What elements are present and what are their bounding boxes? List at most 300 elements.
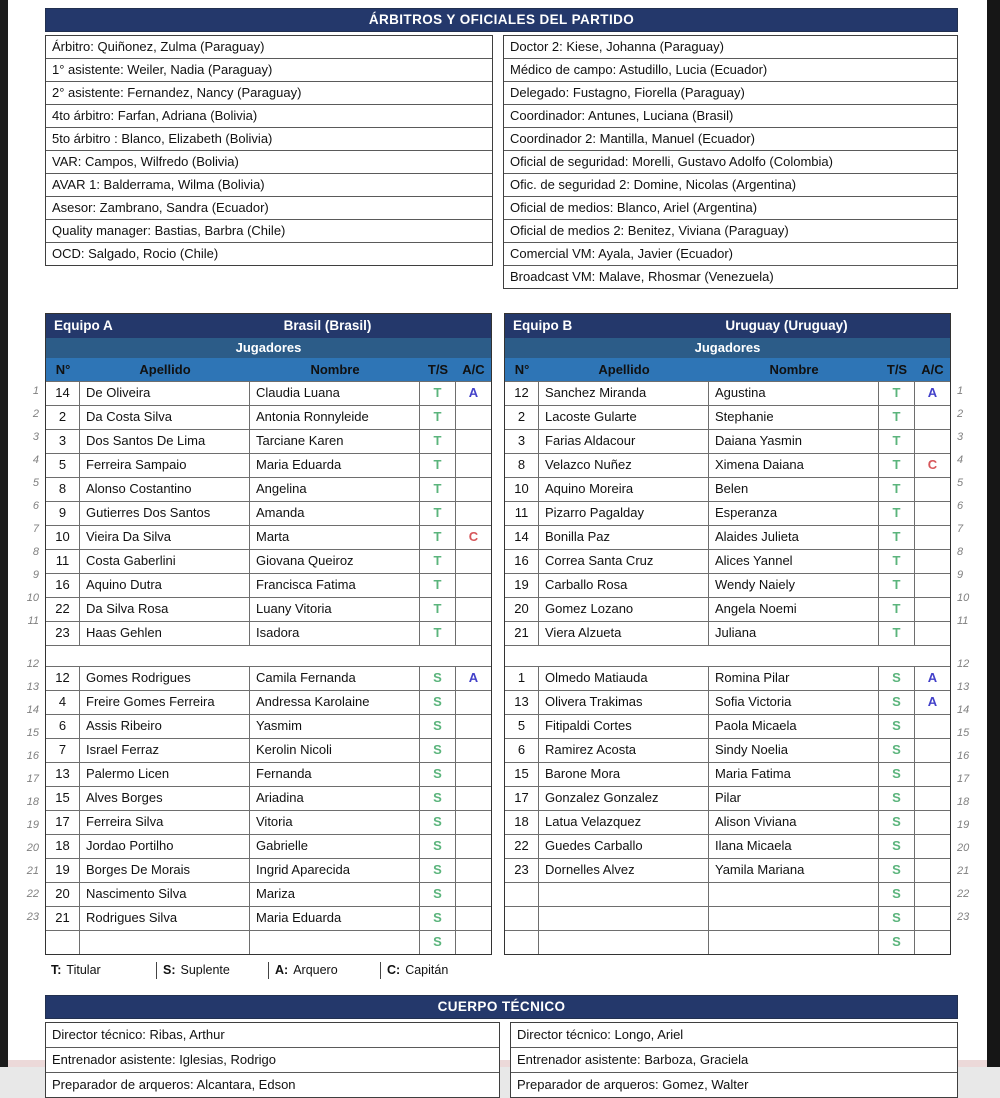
col-header-ac: A/C <box>462 362 485 377</box>
player-number: 5 <box>46 454 80 477</box>
player-role <box>456 811 491 834</box>
staff-section-title: CUERPO TÉCNICO <box>45 995 958 1019</box>
player-firstname: Claudia Luana <box>250 382 420 405</box>
row-index: 23 <box>957 911 970 923</box>
player-row <box>505 477 950 501</box>
official-row: 2° asistente: Fernandez, Nancy (Paraguay) <box>46 82 492 105</box>
player-number: 18 <box>505 811 539 834</box>
player-number: 1 <box>505 667 539 690</box>
player-row <box>505 573 950 597</box>
legend-label: Titular <box>66 963 101 977</box>
player-number: 6 <box>505 739 539 762</box>
player-role <box>456 739 491 762</box>
row-index: 12 <box>957 658 970 670</box>
player-firstname: Camila Fernanda <box>250 667 420 690</box>
official-row: Doctor 2: Kiese, Johanna (Paraguay) <box>504 36 957 59</box>
player-role <box>456 907 491 930</box>
player-row <box>505 597 950 621</box>
player-number: 14 <box>46 382 80 405</box>
player-number: 10 <box>505 478 539 501</box>
row-index: 17 <box>957 773 970 785</box>
col-header-firstname: Nombre <box>769 362 819 377</box>
player-lastname: Borges De Morais <box>80 859 250 882</box>
player-role <box>915 574 950 597</box>
player-number: 19 <box>46 859 80 882</box>
player-row <box>505 834 950 858</box>
player-lastname <box>539 931 709 954</box>
player-status: S <box>879 763 915 786</box>
player-status: T <box>879 598 915 621</box>
player-number: 2 <box>46 406 80 429</box>
player-row <box>505 501 950 525</box>
player-row <box>505 762 950 786</box>
row-index: 13 <box>26 681 39 693</box>
player-row <box>505 714 950 738</box>
player-lastname: Ferreira Silva <box>80 811 250 834</box>
player-firstname: Mariza <box>250 883 420 906</box>
player-number: 2 <box>505 406 539 429</box>
row-index: 1 <box>957 385 964 397</box>
player-role <box>915 787 950 810</box>
row-index: 19 <box>26 819 39 831</box>
player-row <box>505 930 950 954</box>
row-index: 20 <box>26 842 39 854</box>
spacer <box>951 633 977 653</box>
player-firstname: Pilar <box>709 787 879 810</box>
player-lastname <box>539 907 709 930</box>
player-firstname: Yamila Mariana <box>709 859 879 882</box>
player-status: T <box>420 550 456 573</box>
player-role <box>456 787 491 810</box>
player-lastname: Alves Borges <box>80 787 250 810</box>
players-group-header: Jugadores <box>505 338 950 358</box>
official-row: OCD: Salgado, Rocio (Chile) <box>52 246 219 261</box>
player-number: 12 <box>46 667 80 690</box>
player-status: S <box>420 667 456 690</box>
player-firstname: Ximena Daiana <box>709 454 879 477</box>
legend-key: C: <box>387 963 401 977</box>
player-number: 4 <box>46 691 80 714</box>
player-row <box>46 666 491 690</box>
row-index: 15 <box>957 727 970 739</box>
official-row: Quality manager: Bastias, Barbra (Chile) <box>46 220 492 243</box>
row-index: 11 <box>27 615 39 627</box>
player-role <box>456 835 491 858</box>
player-lastname: Rodrigues Silva <box>80 907 250 930</box>
player-role: A <box>468 385 479 400</box>
teams-section <box>19 313 977 981</box>
player-status: S <box>420 691 456 714</box>
row-index: 22 <box>26 888 39 900</box>
player-row <box>46 429 491 453</box>
player-role <box>915 931 950 954</box>
staff-row: Preparador de arqueros: Gomez, Walter <box>517 1077 749 1092</box>
row-index: 14 <box>957 704 970 716</box>
player-row <box>46 882 491 906</box>
player-lastname: Olmedo Matiauda <box>539 667 709 690</box>
player-lastname: Freire Gomes Ferreira <box>80 691 250 714</box>
player-firstname: Romina Pilar <box>709 667 879 690</box>
player-firstname: Kerolin Nicoli <box>250 739 420 762</box>
player-status: T <box>879 526 915 549</box>
player-firstname: Sofia Victoria <box>709 691 879 714</box>
player-number: 3 <box>46 430 80 453</box>
player-number: 11 <box>505 502 539 525</box>
legend-item <box>157 962 269 979</box>
column-header-row <box>46 358 491 381</box>
player-number: 15 <box>46 787 80 810</box>
player-number: 9 <box>46 502 80 525</box>
player-status: T <box>879 478 915 501</box>
player-firstname: Amanda <box>250 502 420 525</box>
player-role: C <box>927 457 938 472</box>
official-row: Coordinador: Antunes, Luciana (Brasil) <box>504 105 957 128</box>
player-role <box>915 763 950 786</box>
player-number: 8 <box>46 478 80 501</box>
player-role <box>456 859 491 882</box>
player-row <box>505 381 950 405</box>
player-status: T <box>420 526 456 549</box>
player-row <box>46 573 491 597</box>
player-lastname: Fitipaldi Cortes <box>539 715 709 738</box>
player-number: 20 <box>505 598 539 621</box>
player-firstname: Fernanda <box>250 763 420 786</box>
row-index: 19 <box>957 819 970 831</box>
player-role <box>915 739 950 762</box>
official-row: Oficial de medios: Blanco, Ariel (Argentina) <box>504 197 957 220</box>
staff-table-right <box>510 1022 958 1098</box>
player-number: 13 <box>46 763 80 786</box>
official-row: Médico de campo: Astudillo, Lucia (Ecuador) <box>504 59 957 82</box>
player-number: 23 <box>505 859 539 882</box>
player-lastname: Farias Aldacour <box>539 430 709 453</box>
officials-section <box>19 8 977 289</box>
legend-label: Capitán <box>405 963 449 977</box>
players-group-header: Jugadores <box>46 338 491 358</box>
row-index: 7 <box>957 523 964 535</box>
official-row: Asesor: Zambrano, Sandra (Ecuador) <box>46 197 492 220</box>
spacer-row <box>505 645 950 666</box>
player-role <box>456 430 491 453</box>
team-a-row-index-column <box>19 313 45 955</box>
player-row <box>46 714 491 738</box>
row-index: 11 <box>957 615 969 627</box>
player-role <box>456 406 491 429</box>
player-firstname: Yasmim <box>250 715 420 738</box>
player-number: 23 <box>46 622 80 645</box>
player-lastname <box>539 883 709 906</box>
player-role <box>915 406 950 429</box>
player-firstname: Gabrielle <box>250 835 420 858</box>
player-status: T <box>420 454 456 477</box>
player-role <box>456 931 491 954</box>
official-row: Comercial VM: Ayala, Javier (Ecuador) <box>504 243 957 266</box>
player-firstname: Sindy Noelia <box>709 739 879 762</box>
col-header-lastname: Apellido <box>139 362 191 377</box>
officials-table-right <box>503 35 958 289</box>
staff-grid <box>45 1022 958 1098</box>
player-status: S <box>420 883 456 906</box>
player-status: T <box>879 454 915 477</box>
player-status: T <box>879 550 915 573</box>
player-status: T <box>879 406 915 429</box>
player-row <box>505 690 950 714</box>
player-lastname: Assis Ribeiro <box>80 715 250 738</box>
player-firstname: Juliana <box>709 622 879 645</box>
player-status: S <box>879 811 915 834</box>
player-number: 20 <box>46 883 80 906</box>
player-lastname: Aquino Moreira <box>539 478 709 501</box>
player-firstname: Luany Vitoria <box>250 598 420 621</box>
player-row <box>46 690 491 714</box>
spacer <box>19 633 45 653</box>
player-firstname: Marta <box>250 526 420 549</box>
row-index: 21 <box>957 865 970 877</box>
player-number: 14 <box>505 526 539 549</box>
player-lastname: Ferreira Sampaio <box>80 454 250 477</box>
player-lastname: Guedes Carballo <box>539 835 709 858</box>
row-index: 4 <box>957 454 964 466</box>
player-row <box>505 882 950 906</box>
player-row <box>505 621 950 645</box>
col-header-number: N° <box>514 362 530 377</box>
row-index: 13 <box>957 681 970 693</box>
player-number: 21 <box>46 907 80 930</box>
player-row <box>46 381 491 405</box>
player-firstname: Giovana Queiroz <box>250 550 420 573</box>
row-index: 3 <box>32 431 39 443</box>
team-label: Equipo B <box>513 318 573 333</box>
player-number: 15 <box>505 763 539 786</box>
row-index: 15 <box>26 727 39 739</box>
official-row: Oficial de seguridad: Morelli, Gustavo Adolfo (Colombia) <box>504 151 957 174</box>
player-role <box>456 691 491 714</box>
player-role: A <box>927 385 938 400</box>
player-lastname: Israel Ferraz <box>80 739 250 762</box>
row-index: 2 <box>957 408 964 420</box>
player-firstname: Antonia Ronnyleide <box>250 406 420 429</box>
officials-section-title: ÁRBITROS Y OFICIALES DEL PARTIDO <box>45 8 958 32</box>
player-lastname: Vieira Da Silva <box>80 526 250 549</box>
officials-table-left <box>45 35 493 266</box>
player-firstname: Ilana Micaela <box>709 835 879 858</box>
player-number: 21 <box>505 622 539 645</box>
player-firstname: Tarciane Karen <box>250 430 420 453</box>
player-row <box>46 786 491 810</box>
player-status: S <box>879 835 915 858</box>
player-status: T <box>420 430 456 453</box>
row-index: 16 <box>957 750 970 762</box>
player-role <box>915 526 950 549</box>
player-status: T <box>420 574 456 597</box>
staff-section <box>45 995 958 1098</box>
col-header-lastname: Apellido <box>598 362 650 377</box>
legend-label: Arquero <box>293 963 338 977</box>
player-status: S <box>420 907 456 930</box>
player-number: 10 <box>46 526 80 549</box>
player-lastname: Barone Mora <box>539 763 709 786</box>
player-number <box>505 907 539 930</box>
player-row <box>505 738 950 762</box>
player-lastname: Dornelles Alvez <box>539 859 709 882</box>
left-edge-strip <box>0 0 8 1067</box>
player-role <box>915 835 950 858</box>
player-firstname <box>709 907 879 930</box>
player-status: S <box>420 739 456 762</box>
player-lastname: Correa Santa Cruz <box>539 550 709 573</box>
player-number: 17 <box>46 811 80 834</box>
row-index: 7 <box>32 523 39 535</box>
row-index: 4 <box>32 454 39 466</box>
player-role <box>915 883 950 906</box>
player-role <box>456 550 491 573</box>
player-lastname: Velazco Nuñez <box>539 454 709 477</box>
player-role <box>456 598 491 621</box>
official-row: Ofic. de seguridad 2: Domine, Nicolas (Argentina) <box>504 174 957 197</box>
row-index: 16 <box>26 750 39 762</box>
official-row: AVAR 1: Balderrama, Wilma (Bolivia) <box>46 174 492 197</box>
player-role <box>915 811 950 834</box>
player-firstname: Esperanza <box>709 502 879 525</box>
player-role <box>915 550 950 573</box>
officials-grid <box>45 35 958 289</box>
column-header-row <box>505 358 950 381</box>
player-status: S <box>879 739 915 762</box>
player-lastname: Dos Santos De Lima <box>80 430 250 453</box>
player-number: 16 <box>46 574 80 597</box>
player-row <box>46 858 491 882</box>
team-header <box>505 314 950 338</box>
player-role <box>456 763 491 786</box>
player-role <box>915 622 950 645</box>
row-index: 2 <box>32 408 39 420</box>
row-index: 20 <box>957 842 970 854</box>
player-status: T <box>420 598 456 621</box>
player-firstname: Andressa Karolaine <box>250 691 420 714</box>
player-status: T <box>879 502 915 525</box>
player-row <box>46 906 491 930</box>
right-edge-strip <box>987 0 1000 1067</box>
row-index: 18 <box>26 796 39 808</box>
player-lastname: De Oliveira <box>80 382 250 405</box>
official-row: Árbitro: Quiñonez, Zulma (Paraguay) <box>46 36 492 59</box>
player-firstname <box>709 883 879 906</box>
col-header-ts: T/S <box>427 362 449 377</box>
player-status: S <box>879 667 915 690</box>
player-number: 7 <box>46 739 80 762</box>
player-row <box>46 930 491 954</box>
player-row <box>46 501 491 525</box>
player-firstname: Maria Eduarda <box>250 907 420 930</box>
report-content <box>19 8 977 1098</box>
legend <box>45 959 492 981</box>
player-role <box>456 502 491 525</box>
player-firstname: Alices Yannel <box>709 550 879 573</box>
player-role: A <box>927 670 938 685</box>
row-index: 3 <box>957 431 964 443</box>
row-index: 14 <box>26 704 39 716</box>
player-lastname: Gutierres Dos Santos <box>80 502 250 525</box>
row-index: 8 <box>957 546 964 558</box>
player-role <box>456 574 491 597</box>
player-lastname: Pizarro Pagalday <box>539 502 709 525</box>
player-row <box>505 906 950 930</box>
player-status: S <box>420 811 456 834</box>
player-number: 16 <box>505 550 539 573</box>
player-status: S <box>420 931 456 954</box>
player-number: 6 <box>46 715 80 738</box>
player-row <box>46 525 491 549</box>
official-row: 5to árbitro : Blanco, Elizabeth (Bolivia) <box>46 128 492 151</box>
player-role <box>915 598 950 621</box>
staff-row: Entrenador asistente: Barboza, Graciela <box>511 1048 957 1073</box>
player-status: S <box>879 907 915 930</box>
player-lastname: Viera Alzueta <box>539 622 709 645</box>
player-number <box>505 931 539 954</box>
row-index: 9 <box>957 569 964 581</box>
legend-item <box>269 962 381 979</box>
player-status: T <box>420 622 456 645</box>
player-row <box>46 834 491 858</box>
player-number: 19 <box>505 574 539 597</box>
player-lastname: Lacoste Gularte <box>539 406 709 429</box>
player-firstname: Francisca Fatima <box>250 574 420 597</box>
player-number <box>505 883 539 906</box>
player-number: 11 <box>46 550 80 573</box>
player-row <box>505 549 950 573</box>
player-role <box>456 883 491 906</box>
legend-item <box>381 962 492 979</box>
player-row <box>505 405 950 429</box>
player-status: T <box>879 574 915 597</box>
row-index: 8 <box>32 546 39 558</box>
row-index: 21 <box>26 865 39 877</box>
player-firstname: Agustina <box>709 382 879 405</box>
player-row <box>46 621 491 645</box>
col-header-ts: T/S <box>886 362 908 377</box>
player-lastname: Haas Gehlen <box>80 622 250 645</box>
row-index: 1 <box>32 385 39 397</box>
player-status: S <box>420 787 456 810</box>
legend-key: A: <box>275 963 289 977</box>
player-number: 18 <box>46 835 80 858</box>
player-lastname: Alonso Costantino <box>80 478 250 501</box>
spacer <box>951 313 977 380</box>
official-row: VAR: Campos, Wilfredo (Bolivia) <box>46 151 492 174</box>
row-index: 23 <box>26 911 39 923</box>
player-row <box>46 810 491 834</box>
player-number <box>46 931 80 954</box>
row-index: 10 <box>26 592 39 604</box>
player-row <box>46 453 491 477</box>
player-row <box>505 858 950 882</box>
player-firstname: Daiana Yasmin <box>709 430 879 453</box>
player-row <box>505 429 950 453</box>
player-lastname: Gomes Rodrigues <box>80 667 250 690</box>
row-index: 6 <box>32 500 39 512</box>
team-name: Uruguay (Uruguay) <box>725 318 848 333</box>
player-lastname: Ramirez Acosta <box>539 739 709 762</box>
player-firstname: Stephanie <box>709 406 879 429</box>
staff-table-left <box>45 1022 500 1098</box>
player-lastname: Da Costa Silva <box>80 406 250 429</box>
player-number: 5 <box>505 715 539 738</box>
legend-key: S: <box>163 963 176 977</box>
player-status: S <box>879 691 915 714</box>
player-lastname: Gonzalez Gonzalez <box>539 787 709 810</box>
row-index: 17 <box>26 773 39 785</box>
player-row <box>505 525 950 549</box>
